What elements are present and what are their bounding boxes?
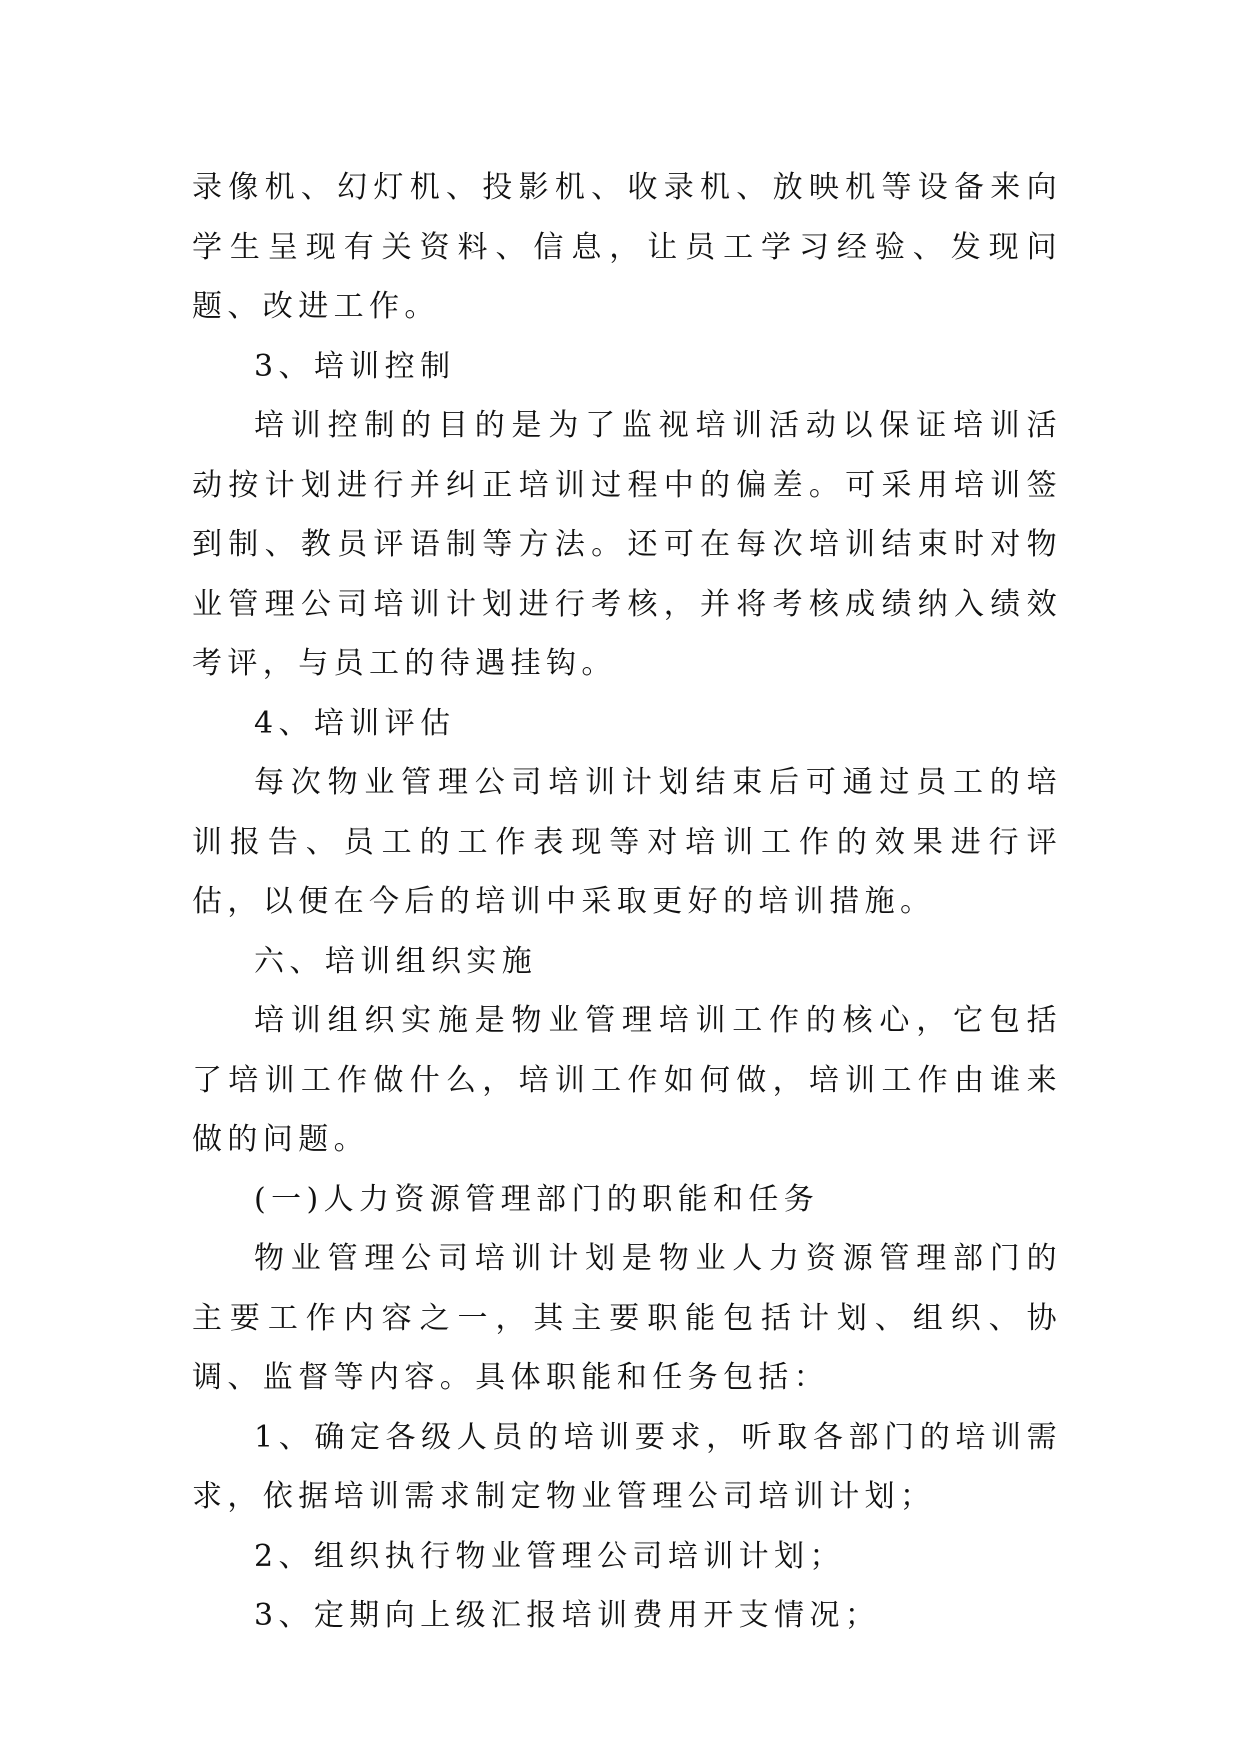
paragraph-intro-continued: 录像机、幻灯机、投影机、收录机、放映机等设备来向学生呈现有关资料、信息，让员工学习经验、发现问题、改进工作。 <box>192 170 1062 324</box>
list-item-1: 1、确定各级人员的培训要求，听取各部门的培训需求，依据培训需求制定物业管理公司培训计划； <box>192 1419 1062 1514</box>
list-item-2: 2、组织执行物业管理公司培训计划； <box>254 1538 845 1574</box>
paragraph-training-evaluation: 每次物业管理公司培训计划结束后可通过员工的培训报告、员工的工作表现等对培训工作的效果进行评估，以便在今后的培训中采取更好的培训措施。 <box>192 765 1062 919</box>
heading-section-six: 六、培训组织实施 <box>254 943 538 979</box>
paragraph-training-control: 培训控制的目的是为了监视培训活动以保证培训活动按计划进行并纠正培训过程中的偏差。可采用培训签到制、教员评语制等方法。还可在每次培训结束时对物业管理公司培训计划进行考核，并将考核成绩纳入绩效考评，与员工的待遇挂钩。 <box>192 408 1062 681</box>
heading-training-control: 3、培训控制 <box>254 348 456 384</box>
paragraph-organization: 培训组织实施是物业管理培训工作的核心，它包括了培训工作做什么，培训工作如何做，培训工作由谁来做的问题。 <box>192 1003 1062 1157</box>
heading-hr-functions: (一)人力资源管理部门的职能和任务 <box>254 1181 820 1217</box>
paragraph-hr-functions: 物业管理公司培训计划是物业人力资源管理部门的主要工作内容之一，其主要职能包括计划、组织、协调、监督等内容。具体职能和任务包括： <box>192 1241 1062 1395</box>
list-item-3: 3、定期向上级汇报培训费用开支情况； <box>254 1598 881 1633</box>
document-body <box>192 158 1062 1646</box>
heading-training-evaluation: 4、培训评估 <box>254 705 456 741</box>
